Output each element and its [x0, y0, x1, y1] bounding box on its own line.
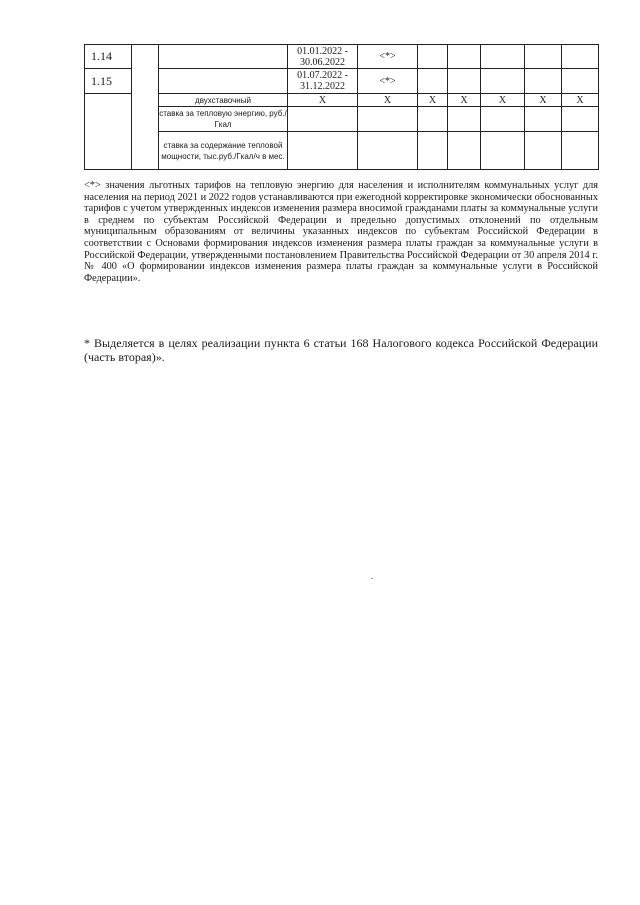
empty-cell [85, 94, 132, 170]
tariff-table [84, 44, 599, 170]
empty-cell [418, 107, 448, 132]
table-row [85, 45, 599, 69]
empty-cell [481, 45, 525, 69]
note-paragraph [84, 180, 598, 284]
x-mark: X [525, 94, 562, 107]
empty-cell [562, 69, 599, 94]
row-number: 1.14 [85, 45, 132, 69]
empty-cell [525, 69, 562, 94]
empty-cell [481, 107, 525, 132]
empty-cell [418, 132, 448, 170]
empty-cell [358, 132, 418, 170]
empty-cell [159, 45, 288, 69]
empty-cell [132, 45, 159, 170]
empty-cell [448, 132, 481, 170]
row-number: 1.15 [85, 69, 132, 94]
x-mark: X [562, 94, 599, 107]
empty-cell [481, 132, 525, 170]
empty-cell [525, 45, 562, 69]
empty-cell [288, 132, 358, 170]
note-marker: <*> [84, 180, 101, 191]
empty-cell [448, 45, 481, 69]
x-mark: X [418, 94, 448, 107]
tariff-mark: <*> [358, 69, 418, 94]
tariff-mark: <*> [358, 45, 418, 69]
empty-cell [418, 45, 448, 69]
empty-cell [448, 107, 481, 132]
empty-cell [562, 132, 599, 170]
empty-cell [159, 69, 288, 94]
period-cell: 01.07.2022 - 31.12.2022 [288, 69, 358, 94]
x-mark: X [288, 94, 358, 107]
table-row [85, 69, 599, 94]
empty-cell [562, 107, 599, 132]
table-row [85, 132, 599, 170]
x-mark: X [358, 94, 418, 107]
empty-cell [418, 69, 448, 94]
empty-cell [448, 69, 481, 94]
footnote-text: * Выделяется в целях реализации пункта 6 статьи 168 Налогового кодекса Российской Федерации (часть вторая)». [84, 336, 598, 364]
footnote [84, 336, 598, 364]
empty-cell [562, 45, 599, 69]
rate-energy-label: ставка за тепловую энергию, руб./Гкал [159, 107, 288, 132]
empty-cell [525, 107, 562, 132]
table-note [84, 180, 598, 284]
empty-cell [525, 132, 562, 170]
rate-capacity-label: ставка за содержание тепловой мощности, тыс.руб./Гкал/ч в мес. [159, 132, 288, 170]
x-mark: X [448, 94, 481, 107]
empty-cell [481, 69, 525, 94]
empty-cell [358, 107, 418, 132]
note-text: значения льготных тарифов на тепловую энергию для населения и исполнителям коммунальных услуг для населения на период 2021 и 2022 годов устанавливаются при ежегодной корректировке экономически обоснованных тарифов с учетом утвержденных индексов изменения размера вносимой гражданами платы за коммунальные услуги в среднем по субъектам Российской Федерации и предельно допустимых отклонений по отдельным муниципальным образованиям от величины указанных индексов по субъектам Российской Федерации в соответствии с Основами формирования индексов изменения размера платы граждан за коммунальные услуги в Российской Федерации, утвержденными постановлением Правительства Российской Федерации от 30 апреля 2014 г. № 400 «О формировании индексов изменения размера платы граждан за коммунальные услуги в Российской Федерации». [84, 180, 598, 284]
x-mark: X [481, 94, 525, 107]
table-row [85, 94, 599, 107]
empty-cell [288, 107, 358, 132]
period-cell: 01.01.2022 - 30.06.2022 [288, 45, 358, 69]
scan-speck [371, 578, 373, 579]
table-row [85, 107, 599, 132]
two-part-label: двухставочный [159, 94, 288, 107]
